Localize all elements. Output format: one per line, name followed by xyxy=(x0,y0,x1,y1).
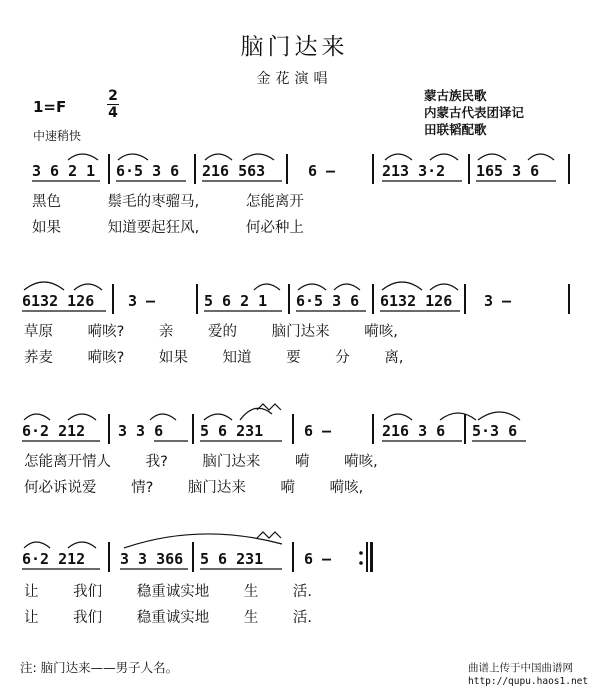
notes-measure: 6·5 3 6 xyxy=(116,162,180,180)
slur xyxy=(68,154,98,160)
slur xyxy=(528,154,554,160)
source-url: http://qupu.haos1.net xyxy=(468,676,589,687)
source-credit: 曲谱上传于中国曲谱网 xyxy=(468,662,573,674)
slur xyxy=(68,414,96,420)
notes-measure: 3 3 366 xyxy=(120,550,184,568)
slur xyxy=(24,414,50,420)
slur xyxy=(118,154,148,160)
key-signature: 1=F xyxy=(33,98,67,116)
song-title: 脑门达来 xyxy=(240,34,349,60)
slur xyxy=(430,154,458,160)
slur xyxy=(243,154,274,160)
credit-transcriber: 内蒙古代表团译记 xyxy=(424,105,525,120)
notes-measure: 6132 126 xyxy=(22,292,95,310)
notes-measure: 213 3·2 xyxy=(382,162,446,180)
lyrics-verse-1: 草原 嗬咳? 亲 爱的 脑门达来 嗬咳, xyxy=(24,324,398,340)
lyrics-verse-1: 黑色 鬃毛的枣骝马, 怎能离开 xyxy=(32,194,304,210)
footnote: 注: 脑门达来——男子人名。 xyxy=(20,660,179,675)
notes-measure: 3 – xyxy=(484,292,512,310)
slur xyxy=(24,542,50,548)
slur xyxy=(24,282,64,290)
notes-measure: 216 563 xyxy=(202,162,266,180)
notes-measure: 3 3 6 xyxy=(118,422,164,440)
slur xyxy=(204,414,232,420)
notes-measure: 5·3 6 xyxy=(472,422,518,440)
notes-measure: 5 6 2 1 xyxy=(204,292,268,310)
slur xyxy=(298,284,326,290)
time-signature-top: 2 xyxy=(108,88,118,104)
slur xyxy=(440,413,476,420)
slur xyxy=(384,414,412,420)
notes-measure: 6·5 3 6 xyxy=(296,292,360,310)
notes-measure: 6 – xyxy=(308,162,336,180)
lyrics-verse-2: 荞麦 嗬咳? 如果 知道 要 分 离, xyxy=(24,350,404,366)
tempo-marking: 中速稍快 xyxy=(33,129,82,143)
slur xyxy=(382,282,422,290)
notes-measure: 3 – xyxy=(128,292,156,310)
credit-origin: 蒙古族民歌 xyxy=(424,88,487,103)
slur xyxy=(478,412,520,420)
slur xyxy=(150,414,176,420)
lyrics-verse-2: 让 我们 稳重诚实地 生 活. xyxy=(24,610,313,626)
notes-measure: 5 6 231 xyxy=(200,422,264,440)
notes-measure: 6 – xyxy=(304,550,332,568)
notes-measure: 6·2 212 xyxy=(22,550,86,568)
notes-measure: 6132 126 xyxy=(380,292,453,310)
slur xyxy=(68,542,96,548)
slur xyxy=(478,154,506,160)
notes-measure: 3 6 2 1 xyxy=(32,162,96,180)
notes-measure: 5 6 231 xyxy=(200,550,264,568)
credit-lyricist: 田联韬配歌 xyxy=(424,122,487,137)
slur xyxy=(334,284,360,290)
time-signature-bottom: 4 xyxy=(108,105,118,121)
lyrics-verse-2: 何必诉说爱 情? 脑门达来 嗬 嗬咳, xyxy=(24,480,364,496)
notes-measure: 216 3 6 xyxy=(382,422,446,440)
slur xyxy=(240,408,272,420)
slur xyxy=(205,154,232,160)
notes-measure: 6·2 212 xyxy=(22,422,86,440)
notes-measure: 165 3 6 xyxy=(476,162,540,180)
notes-measure: 6 – xyxy=(304,422,332,440)
slur xyxy=(385,154,412,160)
slur xyxy=(430,284,458,290)
lyrics-verse-1: 让 我们 稳重诚实地 生 活. xyxy=(24,584,313,600)
performer: 金花演唱 xyxy=(256,71,333,87)
slur xyxy=(74,284,102,290)
lyrics-verse-2: 如果 知道要起狂风, 何必种上 xyxy=(32,220,304,236)
slur xyxy=(254,284,280,290)
lyrics-verse-1: 怎能离开情人 我? 脑门达来 嗬 嗬咳, xyxy=(24,454,378,470)
